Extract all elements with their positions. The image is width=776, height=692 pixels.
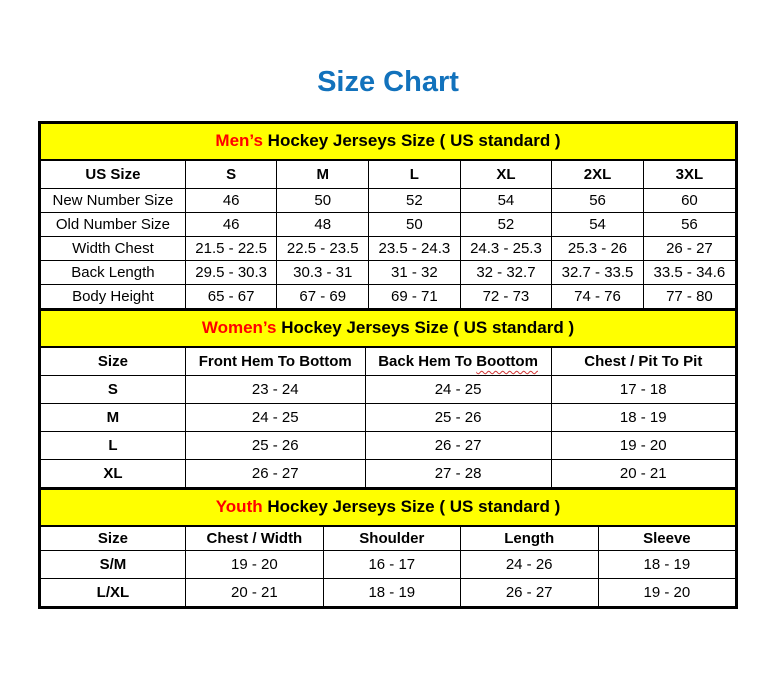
table-row [41,551,735,579]
youth-table-body [41,551,735,607]
column-header: M [277,161,369,189]
column-header: Size [41,348,185,376]
size-value: 72 - 73 [460,285,552,309]
size-value: 48 [277,213,369,237]
youth-table-title-accent: Youth [215,497,263,516]
youth-table-header [41,527,735,551]
size-value: 69 - 71 [369,285,461,309]
size-value: 20 - 21 [185,579,323,607]
size-value: 24.3 - 25.3 [460,237,552,261]
size-value: 26 - 27 [643,237,735,261]
table-row [41,213,735,237]
womens-table-title [41,309,735,348]
womens-size-table [41,348,735,488]
table-row [41,432,735,460]
youth-size-table [41,527,735,606]
size-value: 26 - 27 [365,432,551,460]
column-header: Chest / Pit To Pit [551,348,735,376]
size-value: 33.5 - 34.6 [643,261,735,285]
size-value: 24 - 25 [185,404,365,432]
size-value: 52 [460,213,552,237]
size-value: 32 - 32.7 [460,261,552,285]
header-row [41,527,735,551]
size-value: 67 - 69 [277,285,369,309]
row-label: M [41,404,185,432]
table-row [41,261,735,285]
column-header: 2XL [552,161,644,189]
row-label: L [41,432,185,460]
size-value: 20 - 21 [551,460,735,488]
misspelled-word: Boottom [476,353,538,370]
womens-table-body [41,376,735,488]
row-label: Back Length [41,261,185,285]
column-header: Sleeve [598,527,735,551]
mens-table-title-rest: Hockey Jerseys Size ( US standard ) [262,131,561,150]
size-value: 46 [185,189,277,213]
size-value: 23.5 - 24.3 [369,237,461,261]
size-value: 54 [460,189,552,213]
size-value: 50 [369,213,461,237]
size-value: 74 - 76 [552,285,644,309]
row-label: S [41,376,185,404]
size-value: 24 - 26 [460,551,598,579]
size-value: 52 [369,189,461,213]
table-row [41,189,735,213]
column-header: XL [460,161,552,189]
size-value: 19 - 20 [598,579,735,607]
size-value: 16 - 17 [323,551,460,579]
header-row [41,348,735,376]
column-header: Front Hem To Bottom [185,348,365,376]
size-value: 18 - 19 [323,579,460,607]
size-value: 60 [643,189,735,213]
column-header: 3XL [643,161,735,189]
row-label: Old Number Size [41,213,185,237]
size-value: 25.3 - 26 [552,237,644,261]
table-row [41,579,735,607]
youth-table-title [41,488,735,527]
size-value: 21.5 - 22.5 [185,237,277,261]
size-value: 25 - 26 [185,432,365,460]
womens-size-section [41,309,735,488]
mens-table-header [41,161,735,189]
womens-table-title-accent: Women’s [201,318,277,337]
size-value: 22.5 - 23.5 [277,237,369,261]
womens-table-header [41,348,735,376]
row-label: Width Chest [41,237,185,261]
mens-size-table [41,161,735,309]
column-header: US Size [41,161,185,189]
size-chart-tables [38,121,738,609]
table-row [41,460,735,488]
column-header: Chest / Width [185,527,323,551]
column-header: Shoulder [323,527,460,551]
size-value: 29.5 - 30.3 [185,261,277,285]
size-value: 32.7 - 33.5 [552,261,644,285]
header-row [41,161,735,189]
mens-table-body [41,189,735,309]
column-header: S [185,161,277,189]
size-value: 26 - 27 [460,579,598,607]
mens-table-title-accent: Men’s [215,131,263,150]
table-row [41,285,735,309]
table-row [41,376,735,404]
size-value: 23 - 24 [185,376,365,404]
size-value: 30.3 - 31 [277,261,369,285]
size-value: 26 - 27 [185,460,365,488]
size-value: 54 [552,213,644,237]
size-value: 18 - 19 [598,551,735,579]
column-header: Length [460,527,598,551]
size-value: 18 - 19 [551,404,735,432]
mens-table-title [41,124,735,161]
row-label: XL [41,460,185,488]
womens-table-title-rest: Hockey Jerseys Size ( US standard ) [276,318,575,337]
size-value: 27 - 28 [365,460,551,488]
page-title: Size Chart [317,66,459,98]
column-header: Size [41,527,185,551]
size-value: 56 [643,213,735,237]
row-label: S/M [41,551,185,579]
row-label: New Number Size [41,189,185,213]
column-header: Back Hem To Boottom [365,348,551,376]
size-value: 24 - 25 [365,376,551,404]
size-value: 65 - 67 [185,285,277,309]
row-label: L/XL [41,579,185,607]
row-label: Body Height [41,285,185,309]
mens-size-section [41,124,735,309]
youth-size-section [41,488,735,606]
size-value: 19 - 20 [185,551,323,579]
size-value: 46 [185,213,277,237]
size-value: 56 [552,189,644,213]
size-value: 25 - 26 [365,404,551,432]
size-value: 77 - 80 [643,285,735,309]
size-value: 19 - 20 [551,432,735,460]
size-value: 17 - 18 [551,376,735,404]
size-value: 50 [277,189,369,213]
column-header: L [369,161,461,189]
youth-table-title-rest: Hockey Jerseys Size ( US standard ) [262,497,561,516]
table-row [41,404,735,432]
table-row [41,237,735,261]
size-value: 31 - 32 [369,261,461,285]
